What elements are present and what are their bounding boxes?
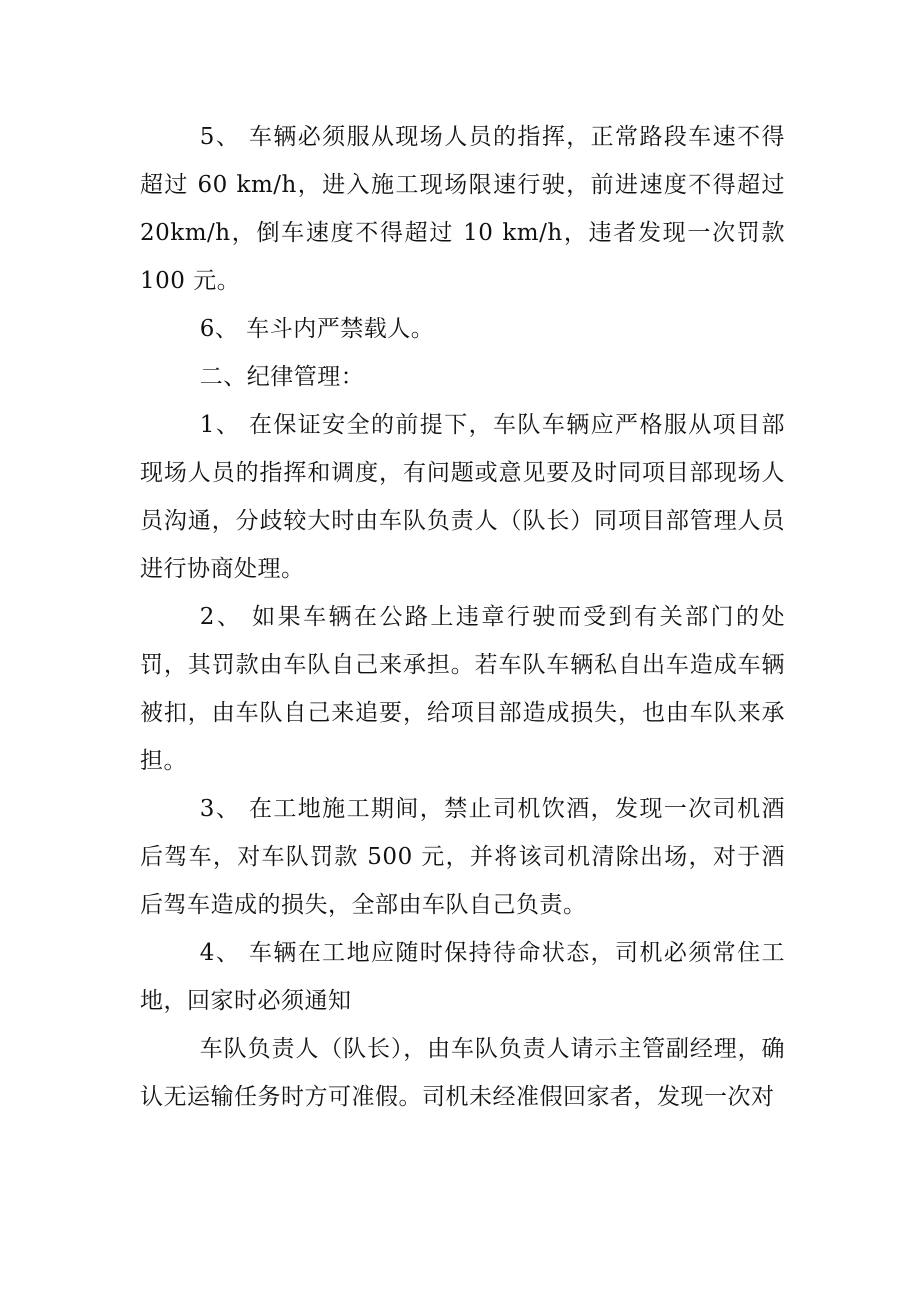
paragraph-discipline-4-continued: 车队负责人（队长），由车队负责人请示主管副经理，确认无运输任务时方可准假。司机未经准假回家者，发现一次对 [140,1036,785,1110]
paragraph-discipline-4: 4、 车辆在工地应随时保持待命状态，司机必须常住工地，回家时必须通知 [140,940,785,1014]
paragraph-discipline-2: 2、 如果车辆在公路上违章行驶而受到有关部门的处罚，其罚款由车队自己来承担。若车队车辆私自出车造成车辆被扣，由车队自己来追要，给项目部造成损失，也由车队来承担。 [140,604,785,774]
paragraph-discipline-3: 3、 在工地施工期间，禁止司机饮酒，发现一次司机酒后驾车，对车队罚款 500 元，并将该司机清除出场，对于酒后驾车造成的损失，全部由车队自己负责。 [140,796,785,918]
section-heading-discipline: 二、纪律管理： [199,364,365,390]
paragraph-rule-6-no-passengers: 6、 车斗内严禁载人。 [199,316,435,342]
paragraph-rule-5-speed-limit: 5、 车辆必须服从现场人员的指挥，正常路段车速不得超过 60 km/h，进入施工现场限速行驶，前进速度不得超过 20km/h，倒车速度不得超过 10 km/h，违者发现一次罚款 100 元。 [140,124,785,294]
paragraph-discipline-1: 1、 在保证安全的前提下，车队车辆应严格服从项目部现场人员的指挥和调度，有问题或意见要及时同项目部现场人员沟通，分歧较大时由车队负责人（队长）同项目部管理人员进行协商处理。 [140,412,785,582]
document-body [140,113,785,1121]
